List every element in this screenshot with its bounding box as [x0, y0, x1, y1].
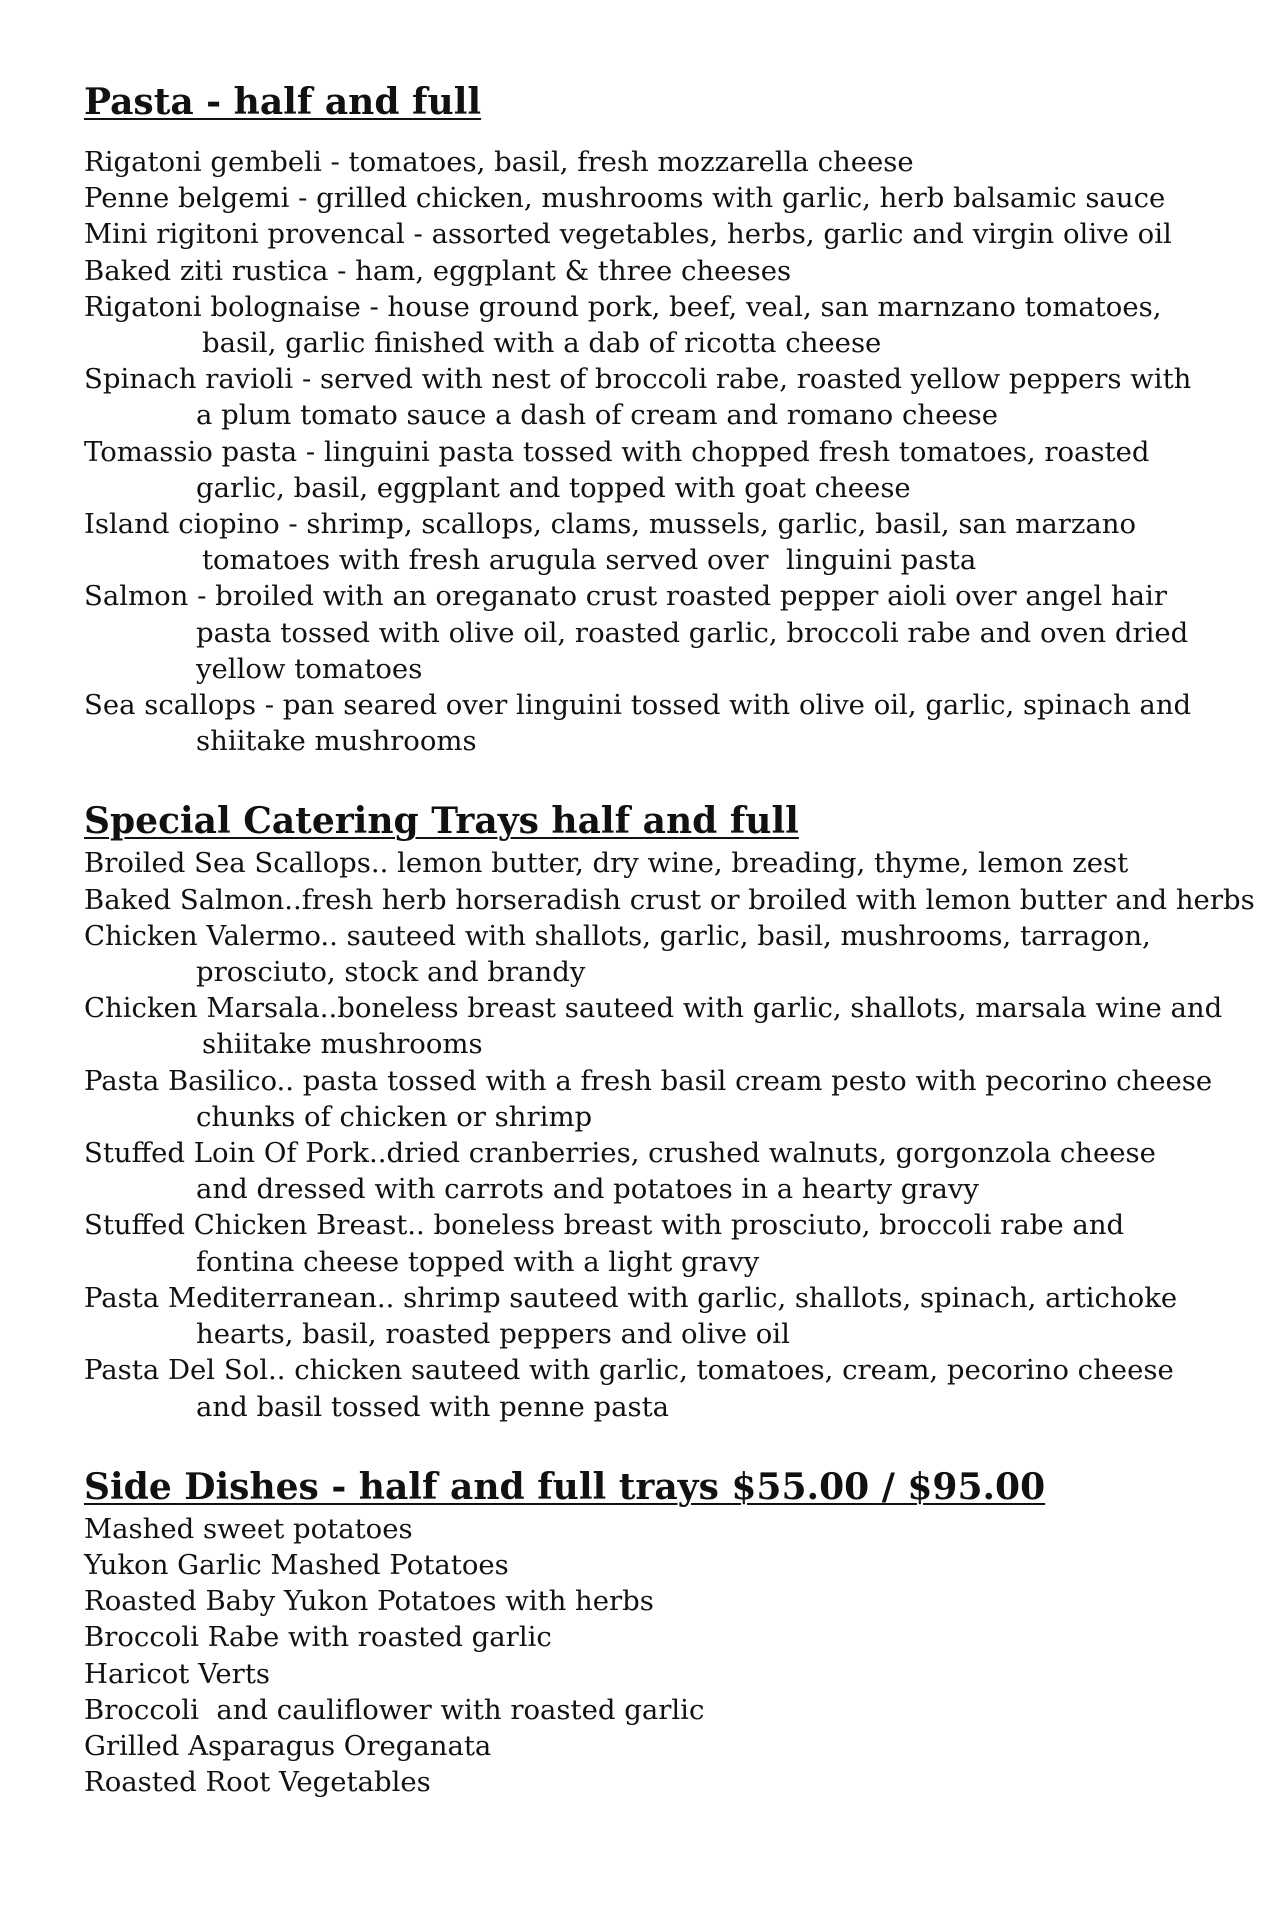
tray-item-continuation: fontina cheese topped with a light gravy — [196, 1245, 760, 1278]
pasta-item-line: Island ciopino - shrimp, scallops, clams, mussels, garlic, basil, san marzano — [84, 508, 1137, 541]
trays-section-title: Special Catering Trays half and full — [84, 800, 799, 843]
pasta-item-continuation: basil, garlic finished with a dab of ricotta cheese — [202, 327, 882, 360]
pasta-item-continuation: tomatoes with fresh arugula served over linguini pasta — [202, 544, 977, 577]
tray-item-line: Broiled Sea Scallops.. lemon butter, dry wine, breading, thyme, lemon zest — [84, 847, 1129, 880]
side-item-line: Broccoli Rabe with roasted garlic — [84, 1621, 552, 1654]
tray-item-continuation: prosciuto, stock and brandy — [196, 956, 586, 989]
tray-item-continuation: shiitake mushrooms — [202, 1028, 483, 1061]
tray-item-line: Stuffed Chicken Breast.. boneless breast with prosciuto, broccoli rabe and — [84, 1209, 1125, 1242]
tray-item-continuation: and basil tossed with penne pasta — [196, 1390, 670, 1423]
pasta-item-line: Penne belgemi - grilled chicken, mushrooms with garlic, herb balsamic sauce — [84, 182, 1166, 215]
pasta-item-list — [84, 144, 1234, 759]
pasta-item-line: Tomassio pasta - linguini pasta tossed with chopped fresh tomatoes, roasted — [84, 435, 1150, 468]
pasta-item-continuation: yellow tomatoes — [196, 652, 423, 685]
side-item-line: Haricot Verts — [84, 1657, 270, 1690]
pasta-item-line: Mini rigitoni provencal - assorted vegetables, herbs, garlic and virgin olive oil — [84, 218, 1172, 251]
pasta-item-line: Rigatoni gembeli - tomatoes, basil, fresh mozzarella cheese — [84, 146, 914, 178]
side-item-line: Yukon Garlic Mashed Potatoes — [84, 1548, 509, 1581]
tray-item-continuation: chunks of chicken or shrimp — [196, 1100, 593, 1133]
side-item-line: Grilled Asparagus Oreganata — [84, 1729, 492, 1762]
pasta-item-line: Baked ziti rustica - ham, eggplant & three cheeses — [84, 254, 792, 287]
pasta-item-line: Salmon - broiled with an oreganato crust roasted pepper aioli over angel hair — [84, 580, 1167, 613]
sides-section-title: Side Dishes - half and full trays $55.00 / $95.00 — [84, 1465, 1046, 1508]
tray-item-line: Baked Salmon..fresh herb horseradish crust or broiled with lemon butter and herbs — [84, 883, 1255, 916]
pasta-item-line: Rigatoni bolognaise - house ground pork, beef, veal, san marnzano tomatoes, — [84, 290, 1162, 323]
pasta-section-title: Pasta - half and full — [84, 81, 482, 123]
pasta-item-line: Sea scallops - pan seared over linguini tossed with olive oil, garlic, spinach and — [84, 689, 1192, 722]
tray-item-line: Stuffed Loin Of Pork..dried cranberries, crushed walnuts, gorgonzola cheese — [84, 1137, 1156, 1170]
side-item-line: Roasted Baby Yukon Potatoes with herbs — [84, 1585, 654, 1618]
trays-item-list — [84, 845, 1255, 1424]
pasta-item-line: Spinach ravioli - served with nest of broccoli rabe, roasted yellow peppers with — [84, 363, 1192, 396]
tray-item-line: Chicken Valermo.. sauteed with shallots, garlic, basil, mushrooms, tarragon, — [84, 919, 1151, 952]
tray-item-continuation: and dressed with carrots and potatoes in a hearty gravy — [196, 1173, 979, 1206]
side-item-line: Roasted Root Vegetables — [84, 1766, 431, 1799]
tray-item-line: Pasta Del Sol.. chicken sauteed with garlic, tomatoes, cream, pecorino cheese — [84, 1354, 1174, 1387]
tray-item-line: Chicken Marsala..boneless breast sauteed with garlic, shallots, marsala wine and — [84, 992, 1223, 1025]
tray-item-line: Pasta Mediterranean.. shrimp sauteed with garlic, shallots, spinach, artichoke — [84, 1281, 1178, 1314]
menu-page — [84, 80, 1255, 1800]
side-item-line: Mashed sweet potatoes — [84, 1512, 413, 1545]
side-item-line: Broccoli and cauliflower with roasted garlic — [84, 1693, 705, 1726]
pasta-item-continuation: a plum tomato sauce a dash of cream and romano cheese — [196, 399, 999, 432]
pasta-item-continuation: shiitake mushrooms — [196, 725, 477, 758]
sides-item-list — [84, 1511, 1234, 1801]
pasta-item-continuation: garlic, basil, eggplant and topped with goat cheese — [196, 471, 911, 504]
tray-item-continuation: hearts, basil, roasted peppers and olive oil — [196, 1318, 790, 1351]
pasta-item-continuation: pasta tossed with olive oil, roasted garlic, broccoli rabe and oven dried — [196, 616, 1189, 649]
tray-item-line: Pasta Basilico.. pasta tossed with a fresh basil cream pesto with pecorino cheese — [84, 1064, 1213, 1097]
